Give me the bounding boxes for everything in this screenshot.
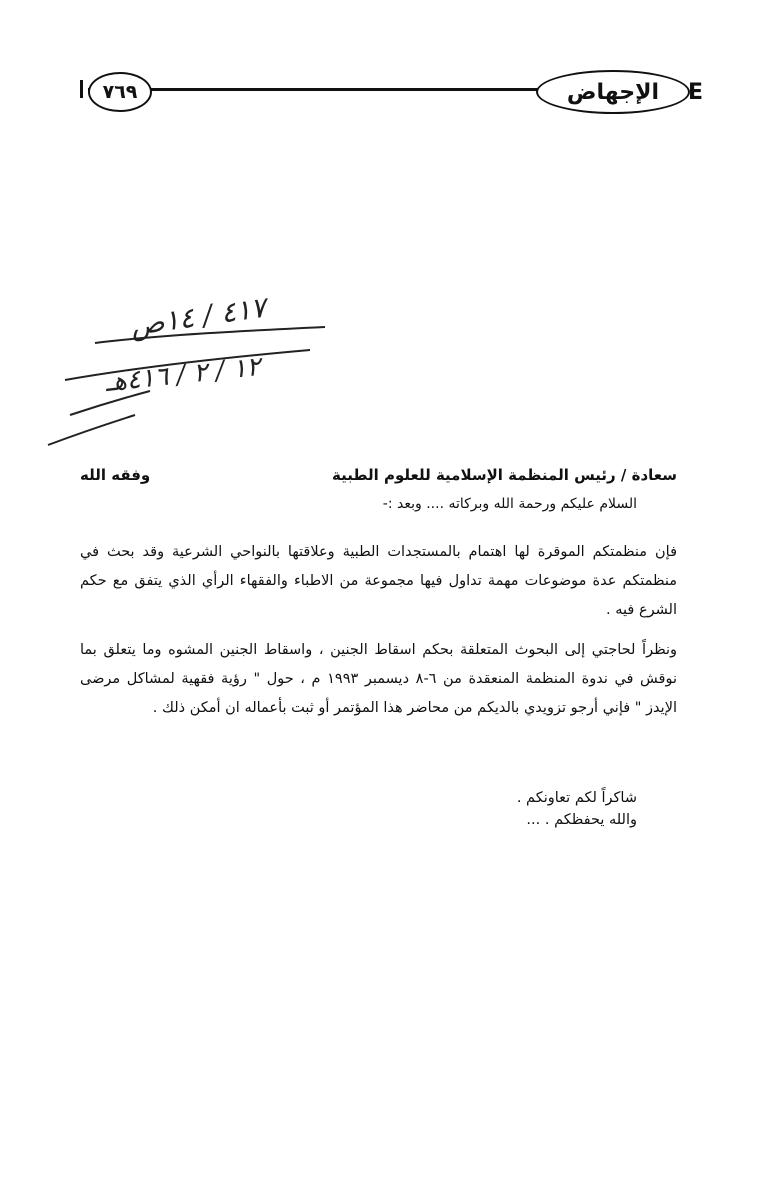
thanks-line: شاكراً لكم تعاونكم . bbox=[516, 790, 637, 806]
handwritten-annotation bbox=[40, 290, 330, 455]
letter-salutation bbox=[80, 466, 677, 484]
paragraph-2: ونظراً لحاجتي إلى البحوث المتعلقة بحكم اسقاط الجنين ، واسقاط الجنين المشوه وما يتعلق بما نوقش في ندوة المنظمة المنعقدة من ٦-٨ ديسمبر ١٩٩٣ م ، حول " رؤية فقهية لمشاكل مرضى الإيدز " فإني أرجو تزويدي بالديكم من محاضر هذا المؤتمر أو ثبت بأعماله ان أمكن ذلك . bbox=[80, 642, 677, 716]
handwritten-reference: ٤١٧ / ١٤ص bbox=[128, 290, 268, 343]
closing-line: والله يحفظكم . ... bbox=[526, 812, 637, 828]
paragraph-1: فإن منظمتكم الموقرة لها اهتمام بالمستجدات الطبية وعلاقتها بالنواحي الشرعية وقد بحث في منظمتكم عدة موضوعات مهمة تداول فيها مجموعة من الاطباء والفقهاء الرأي الذي يتفق مع حكم الشرع فيه . bbox=[80, 544, 677, 618]
addressee: سعادة / رئيس المنظمة الإسلامية للعلوم الطبية bbox=[332, 466, 677, 484]
addressee-blessing: وفقه الله bbox=[80, 466, 151, 484]
handwritten-date: ١٢ / ٢ / ٤١٦هـ bbox=[103, 351, 262, 399]
header-right-bracket: E bbox=[688, 80, 704, 105]
chapter-title: الإجهاض bbox=[536, 70, 690, 114]
page-number: ٧٦٩ bbox=[88, 72, 152, 112]
greeting: السلام عليكم ورحمة الله وبركاته .... وبعد :- bbox=[382, 496, 637, 512]
